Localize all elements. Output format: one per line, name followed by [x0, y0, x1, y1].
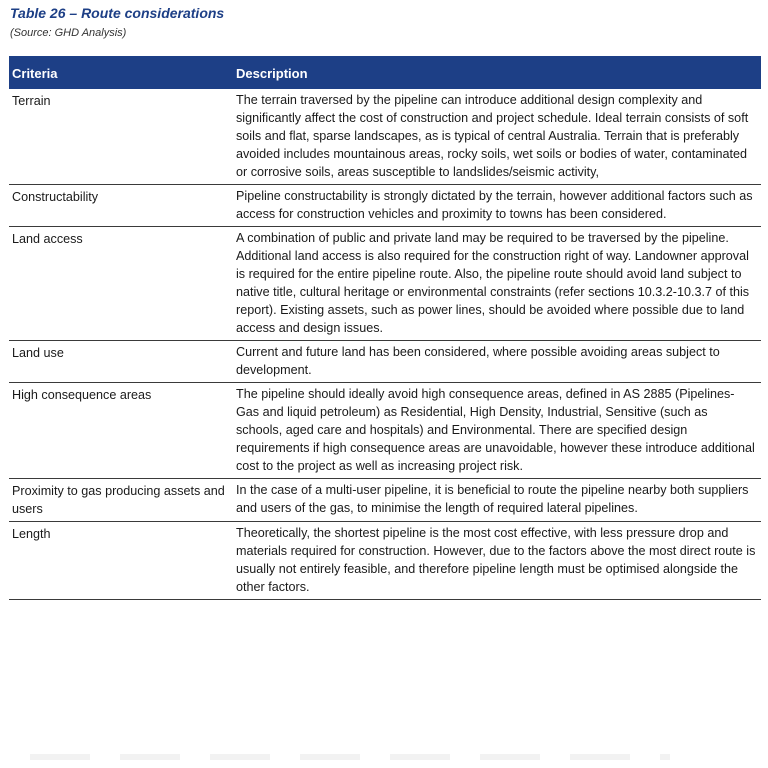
- table-row: [9, 522, 761, 600]
- criteria-cell: High consequence areas: [9, 383, 234, 479]
- criteria-cell: Proximity to gas producing assets and users: [9, 479, 234, 522]
- criteria-cell: Land use: [9, 341, 234, 383]
- description-cell: The terrain traversed by the pipeline can introduce additional design complexity and significantly affect the cost of construction and project schedule. Ideal terrain consists of soft soils and flat, sparse landscapes, as is typical of central Australia. Terrain that is preferably avoided includes mountainous areas, rocky soils, wet soils or bodies of water, contaminated or corrosive soils, areas susceptible to landslides/seismic activity,: [234, 89, 761, 185]
- description-cell: The pipeline should ideally avoid high consequence areas, defined in AS 2885 (Pipelines-Gas and liquid petroleum) as Residential, High Density, Industrial, Sensitive (such as schools, aged care and hospitals) and Environmental. There are specified design requirements if high consequence areas are unavoidable, however these introduce additional cost to the project as well as increasing project risk.: [234, 383, 761, 479]
- description-column-header: Description: [234, 56, 761, 89]
- table-header-row: [9, 56, 761, 89]
- description-cell: In the case of a multi-user pipeline, it is beneficial to route the pipeline nearby both suppliers and users of the gas, to minimise the length of required lateral pipelines.: [234, 479, 761, 522]
- criteria-cell: Constructability: [9, 185, 234, 227]
- table-row: [9, 341, 761, 383]
- table-row: [9, 383, 761, 479]
- table-row: [9, 227, 761, 341]
- criteria-cell: Land access: [9, 227, 234, 341]
- table-row: [9, 479, 761, 522]
- criteria-column-header: Criteria: [9, 56, 234, 89]
- criteria-cell: Terrain: [9, 89, 234, 185]
- description-cell: Pipeline constructability is strongly dictated by the terrain, however additional factors such as access for construction vehicles and proximity to towns has been considered.: [234, 185, 761, 227]
- table-row: [9, 185, 761, 227]
- criteria-cell: Length: [9, 522, 234, 600]
- route-considerations-table: [9, 56, 761, 600]
- page-footer-bleed: [30, 754, 670, 760]
- table-source: (Source: GHD Analysis): [10, 27, 127, 39]
- table-title: Table 26 – Route considerations: [10, 5, 225, 21]
- description-cell: Current and future land has been considered, where possible avoiding areas subject to development.: [234, 341, 761, 383]
- description-cell: Theoretically, the shortest pipeline is the most cost effective, with less pressure drop and materials required for construction. However, due to the factors above the most direct route is usually not entirely feasible, and therefore pipeline length must be optimised alongside the other factors.: [234, 522, 761, 600]
- table-row: [9, 89, 761, 185]
- description-cell: A combination of public and private land may be required to be traversed by the pipeline. Additional land access is also required for the construction right of way. Landowner approval is required for the entire pipeline route. Also, the pipeline route should avoid land subject to native title, cultural heritage or environmental constraints (refer sections 10.3.2-10.3.7 of this report). Existing assets, such as power lines, should be avoided where possible due to land access and design issues.: [234, 227, 761, 341]
